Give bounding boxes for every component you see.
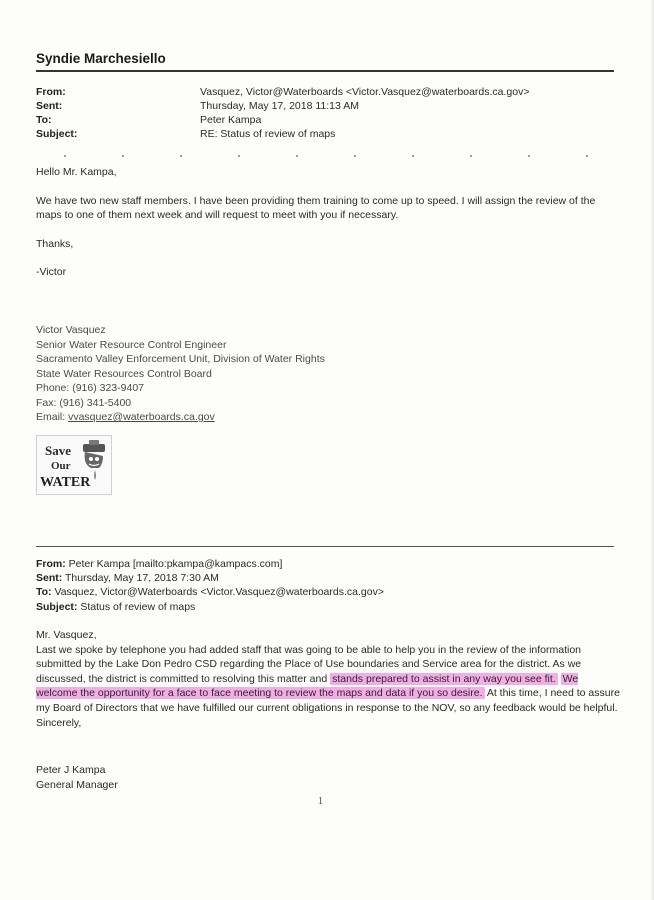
save-our-water-logo-graphic bbox=[37, 436, 111, 494]
reply-paragraph: We have two new staff members. I have been providing them training to come up to speed. I will assign the review of the maps to one of them next week and will request to meet with you if necessary. bbox=[36, 194, 596, 221]
fwd-to-row bbox=[36, 585, 384, 599]
fwd-subject-value: Status of review of maps bbox=[77, 600, 196, 613]
signature-phone: Phone: (916) 323-9407 bbox=[36, 382, 144, 394]
original-paragraph bbox=[36, 643, 621, 716]
original-message-body bbox=[36, 628, 621, 730]
forwarded-header bbox=[36, 557, 384, 614]
original-text-c: At this time, I need to assure my Board of Directors that we have fulfilled our current obligations in response to the NOV, so any feedback would be helpful. bbox=[36, 687, 620, 714]
header-divider bbox=[36, 70, 614, 72]
logo-word-save: Save bbox=[45, 443, 71, 458]
subject-value: RE: Status of review of maps bbox=[200, 128, 336, 140]
original-signature bbox=[36, 763, 118, 792]
from-value: Vasquez, Victor@Waterboards <Victor.Vasquez@waterboards.ca.gov> bbox=[200, 86, 530, 98]
signature-unit: Sacramento Valley Enforcement Unit, Division of Water Rights bbox=[36, 353, 325, 365]
scan-edge-shadow bbox=[650, 0, 654, 900]
header-subject-row bbox=[36, 127, 616, 141]
original-closing: Sincerely, bbox=[36, 716, 82, 729]
fwd-subject-row bbox=[36, 600, 384, 614]
fwd-sent-value: Thursday, May 17, 2018 7:30 AM bbox=[62, 572, 219, 585]
fwd-from-label: From: bbox=[36, 558, 66, 570]
original-text-a: Last we spoke by telephone you had added staff that was going to be able to help you in the review of the information submitted by the Lake Don Pedro CSD regarding the Place of Use boundaries and Service area for the district. As we discussed, the district is committed to resolving this matter and bbox=[36, 643, 582, 685]
reply-thanks: Thanks, bbox=[36, 237, 74, 250]
forward-divider bbox=[36, 546, 614, 547]
header-from-row bbox=[36, 85, 616, 99]
to-label: To: bbox=[36, 114, 52, 126]
original-name: Peter J Kampa bbox=[36, 764, 106, 776]
sent-value: Thursday, May 17, 2018 11:13 AM bbox=[200, 100, 359, 112]
signature-block bbox=[36, 323, 325, 425]
reply-signoff: -Victor bbox=[36, 266, 67, 278]
highlighted-text-assist: stands prepared to assist in any way you see fit. bbox=[332, 672, 556, 685]
header-to-row bbox=[36, 113, 616, 127]
sent-label: Sent: bbox=[36, 100, 63, 112]
signature-title: Senior Water Resource Control Engineer bbox=[36, 338, 227, 351]
fwd-to-value: Vasquez, Victor@Waterboards <Victor.Vasquez@waterboards.ca.gov> bbox=[51, 586, 384, 599]
signature-email-label: Email: bbox=[36, 411, 69, 423]
fwd-sent-label: Sent: bbox=[36, 572, 63, 585]
logo-word-our: Our bbox=[51, 460, 71, 472]
reply-body bbox=[36, 165, 616, 280]
reply-greeting: Hello Mr. Kampa, bbox=[36, 166, 117, 178]
subject-label: Subject: bbox=[36, 128, 78, 140]
fwd-to-label: To: bbox=[36, 586, 52, 599]
fwd-from-value: Peter Kampa [mailto:pkampa@kampacs.com] bbox=[65, 558, 283, 570]
signature-email-line bbox=[36, 410, 325, 425]
email-header bbox=[36, 85, 616, 141]
fwd-subject-label: Subject: bbox=[36, 600, 78, 613]
original-title: General Manager bbox=[36, 778, 118, 791]
signature-board: State Water Resources Control Board bbox=[36, 367, 212, 380]
page-number: 1 bbox=[318, 796, 323, 807]
logo-word-water: WATER bbox=[40, 475, 91, 490]
signature-fax: Fax: (916) 341-5400 bbox=[36, 396, 132, 409]
header-sent-row bbox=[36, 99, 616, 113]
to-value: Peter Kampa bbox=[200, 114, 262, 126]
fwd-from-row bbox=[36, 557, 384, 571]
highlighted-text-meeting: We welcome the opportunity for a face to face meeting to review the maps and data if you so desire. bbox=[36, 672, 579, 700]
fwd-sent-row bbox=[36, 571, 384, 585]
scan-artifact-dots bbox=[36, 154, 636, 158]
save-our-water-logo bbox=[36, 435, 112, 495]
signature-name: Victor Vasquez bbox=[36, 324, 106, 336]
sender-name: Syndie Marchesiello bbox=[36, 51, 166, 66]
signature-email-link[interactable]: vvasquez@waterboards.ca.gov bbox=[68, 411, 215, 423]
original-greeting: Mr. Vasquez, bbox=[36, 629, 97, 641]
from-label: From: bbox=[36, 86, 66, 98]
